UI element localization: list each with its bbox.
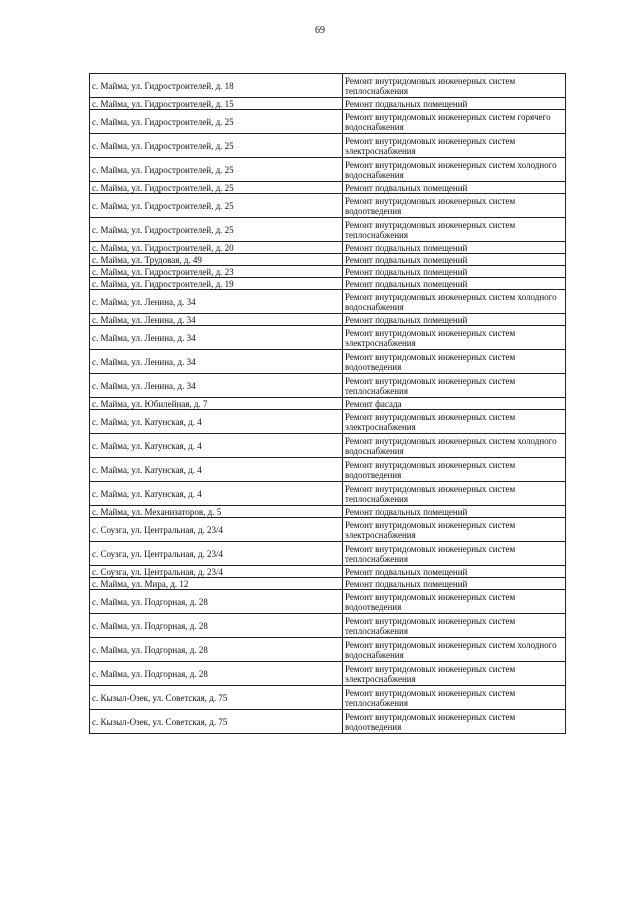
table-row (90, 398, 566, 410)
address-cell: с. Майма, ул. Трудовая, д. 49 (90, 254, 343, 266)
table-row (90, 566, 566, 578)
work-type-cell: Ремонт внутридомовых инженерных систем электроснабжения (343, 518, 566, 542)
table-row (90, 686, 566, 710)
address-cell: с. Майма, ул. Катунская, д. 4 (90, 482, 343, 506)
table-row (90, 110, 566, 134)
work-type-cell: Ремонт внутридомовых инженерных систем теплоснабжения (343, 542, 566, 566)
page-number: 69 (315, 25, 325, 36)
work-type-cell: Ремонт подвальных помещений (343, 314, 566, 326)
work-type-cell: Ремонт внутридомовых инженерных систем теплоснабжения (343, 374, 566, 398)
address-cell: с. Майма, ул. Гидростроителей, д. 25 (90, 218, 343, 242)
work-type-cell: Ремонт подвальных помещений (343, 242, 566, 254)
work-type-cell: Ремонт внутридомовых инженерных систем теплоснабжения (343, 482, 566, 506)
work-type-cell: Ремонт фасада (343, 398, 566, 410)
table-row (90, 290, 566, 314)
work-type-cell: Ремонт внутридомовых инженерных систем электроснабжения (343, 134, 566, 158)
address-cell: с. Майма, ул. Катунская, д. 4 (90, 410, 343, 434)
table-row (90, 662, 566, 686)
address-cell: с. Майма, ул. Ленина, д. 34 (90, 374, 343, 398)
table-row (90, 74, 566, 98)
work-type-cell: Ремонт внутридомовых инженерных систем теплоснабжения (343, 614, 566, 638)
work-type-cell: Ремонт внутридомовых инженерных систем горячего водоснабжения (343, 110, 566, 134)
table-row (90, 458, 566, 482)
table-row (90, 314, 566, 326)
work-type-cell: Ремонт внутридомовых инженерных систем теплоснабжения (343, 686, 566, 710)
work-type-cell: Ремонт подвальных помещений (343, 266, 566, 278)
work-type-cell: Ремонт подвальных помещений (343, 578, 566, 590)
address-cell: с. Кызыл-Озек, ул. Советская, д. 75 (90, 686, 343, 710)
work-type-cell: Ремонт внутридомовых инженерных систем холодного водоснабжения (343, 290, 566, 314)
table-row (90, 590, 566, 614)
table-row (90, 254, 566, 266)
work-type-cell: Ремонт внутридомовых инженерных систем холодного водоснабжения (343, 158, 566, 182)
work-type-cell: Ремонт подвальных помещений (343, 254, 566, 266)
address-cell: с. Майма, ул. Катунская, д. 4 (90, 434, 343, 458)
address-cell: с. Майма, ул. Гидростроителей, д. 25 (90, 158, 343, 182)
table-row (90, 98, 566, 110)
table-row (90, 482, 566, 506)
address-cell: с. Соузга, ул. Центральная, д. 23/4 (90, 518, 343, 542)
address-cell: с. Майма, ул. Подгорная, д. 28 (90, 590, 343, 614)
address-cell: с. Майма, ул. Ленина, д. 34 (90, 326, 343, 350)
table-row (90, 506, 566, 518)
table-row (90, 374, 566, 398)
work-type-cell: Ремонт внутридомовых инженерных систем водоотведения (343, 590, 566, 614)
table-body (90, 74, 566, 734)
table-row (90, 410, 566, 434)
address-cell: с. Майма, ул. Катунская, д. 4 (90, 458, 343, 482)
address-cell: с. Майма, ул. Гидростроителей, д. 25 (90, 110, 343, 134)
work-type-cell: Ремонт внутридомовых инженерных систем электроснабжения (343, 662, 566, 686)
work-type-cell: Ремонт подвальных помещений (343, 98, 566, 110)
work-type-cell: Ремонт внутридомовых инженерных систем электроснабжения (343, 410, 566, 434)
table-row (90, 614, 566, 638)
work-type-cell: Ремонт подвальных помещений (343, 506, 566, 518)
address-cell: с. Майма, ул. Гидростроителей, д. 25 (90, 194, 343, 218)
work-type-cell: Ремонт внутридомовых инженерных систем электроснабжения (343, 326, 566, 350)
work-type-cell: Ремонт внутридомовых инженерных систем холодного водоснабжения (343, 638, 566, 662)
work-type-cell: Ремонт внутридомовых инженерных систем водоотведения (343, 710, 566, 734)
table-row (90, 182, 566, 194)
table-row (90, 578, 566, 590)
address-cell: с. Майма, ул. Ленина, д. 34 (90, 350, 343, 374)
address-cell: с. Майма, ул. Подгорная, д. 28 (90, 638, 343, 662)
table-row (90, 326, 566, 350)
work-type-cell: Ремонт внутридомовых инженерных систем теплоснабжения (343, 74, 566, 98)
address-cell: с. Майма, ул. Гидростроителей, д. 23 (90, 266, 343, 278)
work-type-cell: Ремонт внутридомовых инженерных систем водоотведения (343, 194, 566, 218)
table-row (90, 542, 566, 566)
table-row (90, 518, 566, 542)
address-cell: с. Майма, ул. Механизаторов, д. 5 (90, 506, 343, 518)
address-cell: с. Соузга, ул. Центральная, д. 23/4 (90, 542, 343, 566)
work-type-cell: Ремонт подвальных помещений (343, 566, 566, 578)
work-type-cell: Ремонт внутридомовых инженерных систем холодного водоснабжения (343, 434, 566, 458)
work-type-cell: Ремонт подвальных помещений (343, 278, 566, 290)
table-row (90, 350, 566, 374)
table-row (90, 278, 566, 290)
table-row (90, 158, 566, 182)
work-type-cell: Ремонт внутридомовых инженерных систем водоотведения (343, 458, 566, 482)
address-cell: с. Майма, ул. Гидростроителей, д. 19 (90, 278, 343, 290)
address-cell: с. Майма, ул. Гидростроителей, д. 20 (90, 242, 343, 254)
address-cell: с. Майма, ул. Ленина, д. 34 (90, 290, 343, 314)
address-cell: с. Майма, ул. Подгорная, д. 28 (90, 662, 343, 686)
table-row (90, 134, 566, 158)
address-cell: с. Майма, ул. Гидростроителей, д. 18 (90, 74, 343, 98)
address-cell: с. Майма, ул. Подгорная, д. 28 (90, 614, 343, 638)
work-type-cell: Ремонт внутридомовых инженерных систем теплоснабжения (343, 218, 566, 242)
address-cell: с. Майма, ул. Гидростроителей, д. 25 (90, 182, 343, 194)
work-type-cell: Ремонт подвальных помещений (343, 182, 566, 194)
address-cell: с. Майма, ул. Гидростроителей, д. 15 (90, 98, 343, 110)
table-row (90, 434, 566, 458)
table-row (90, 638, 566, 662)
repair-works-table (89, 73, 566, 734)
table-row (90, 194, 566, 218)
address-cell: с. Кызыл-Озек, ул. Советская, д. 75 (90, 710, 343, 734)
address-cell: с. Майма, ул. Гидростроителей, д. 25 (90, 134, 343, 158)
address-cell: с. Соузга, ул. Центральная, д. 23/4 (90, 566, 343, 578)
address-cell: с. Майма, ул. Юбилейная, д. 7 (90, 398, 343, 410)
table-row (90, 266, 566, 278)
address-cell: с. Майма, ул. Мира, д. 12 (90, 578, 343, 590)
address-cell: с. Майма, ул. Ленина, д. 34 (90, 314, 343, 326)
table-row (90, 710, 566, 734)
work-type-cell: Ремонт внутридомовых инженерных систем водоотведения (343, 350, 566, 374)
table-row (90, 218, 566, 242)
table-row (90, 242, 566, 254)
